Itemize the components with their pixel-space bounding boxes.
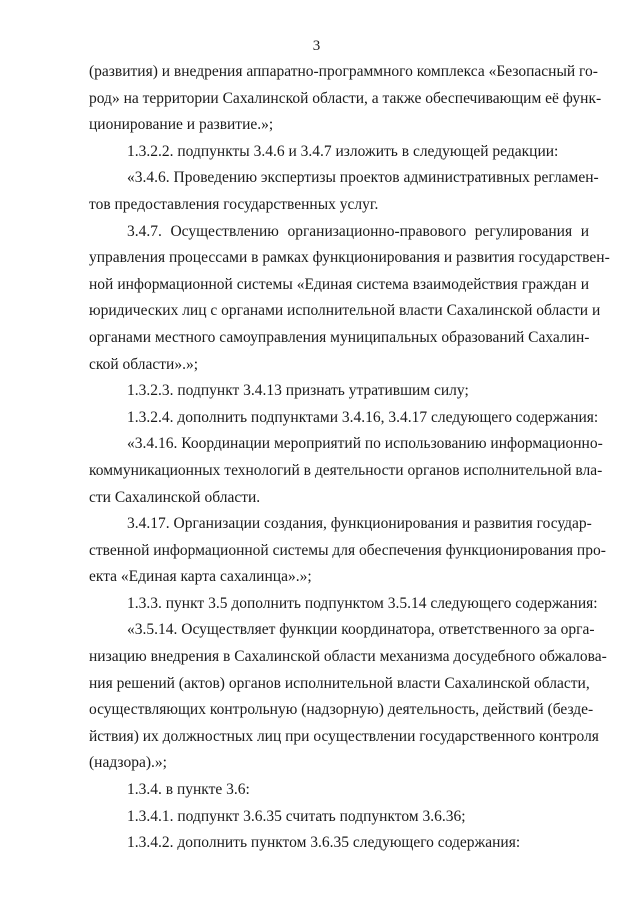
text-line: ственной информационной системы для обеспечения функционирования про-	[89, 541, 606, 559]
text-line: йствия) их должностных лиц при осуществлении государственного контроля	[89, 727, 599, 745]
text-line: ционирование и развитие.»;	[89, 116, 274, 134]
text-line: органами местного самоуправления муниципальных образований Сахалин-	[89, 328, 590, 346]
text-line: 1.3.4.1. подпункт 3.6.35 считать подпунктом 3.6.36;	[127, 807, 466, 825]
text-line: коммуникационных технологий в деятельности органов исполнительной вла-	[89, 461, 603, 479]
text-line: «3.5.14. Осуществляет функции координатора, ответственного за орга-	[127, 621, 595, 639]
text-line: 1.3.4. в пункте 3.6:	[127, 781, 250, 799]
text-line: юридических лиц с органами исполнительной власти Сахалинской области и	[89, 302, 601, 320]
text-line: екта «Единая карта сахалинца».»;	[89, 568, 312, 586]
body-text	[89, 59, 610, 857]
text-line: 1.3.3. пункт 3.5 дополнить подпунктом 3.5.14 следующего содержания:	[127, 594, 598, 612]
text-line: 1.3.2.2. подпункты 3.4.6 и 3.4.7 изложить в следующей редакции:	[127, 142, 559, 160]
text-line: ния решений (актов) органов исполнительной власти Сахалинской области,	[89, 674, 590, 692]
text-line: осуществляющих контрольную (надзорную) деятельность, действий (безде-	[89, 701, 594, 719]
text-line: «3.4.6. Проведению экспертизы проектов административных регламен-	[127, 169, 599, 187]
text-line: 1.3.2.3. подпункт 3.4.13 признать утратившим силу;	[127, 382, 469, 400]
text-line: сти Сахалинской области.	[89, 488, 261, 506]
text-line: тов предоставления государственных услуг.	[89, 195, 379, 213]
text-line: (надзора).»;	[89, 754, 167, 772]
text-line: 1.3.4.2. дополнить пунктом 3.6.35 следующего содержания:	[127, 834, 521, 852]
text-line: низацию внедрения в Сахалинской области механизма досудебного обжалова-	[89, 648, 607, 666]
text-line: род» на территории Сахалинской области, а также обеспечивающим её функ-	[89, 89, 602, 107]
text-line: 1.3.2.4. дополнить подпунктами 3.4.16, 3.4.17 следующего содержания:	[127, 408, 599, 426]
text-line: 3.4.17. Организации создания, функционирования и развития государ-	[127, 515, 592, 533]
text-line: ной информационной системы «Единая система взаимодействия граждан и	[89, 275, 589, 293]
text-line: управления процессами в рамках функционирования и развития государствен-	[89, 249, 610, 267]
text-line: 3.4.7. Осуществлению организационно-правового регулирования и	[127, 222, 589, 240]
text-line: «3.4.16. Координации мероприятий по использованию информационно-	[127, 435, 603, 453]
text-line: (развития) и внедрения аппаратно-программного комплекса «Безопасный го-	[89, 63, 598, 80]
page-number: 3	[312, 38, 321, 54]
text-line: ской области».»;	[89, 355, 199, 373]
